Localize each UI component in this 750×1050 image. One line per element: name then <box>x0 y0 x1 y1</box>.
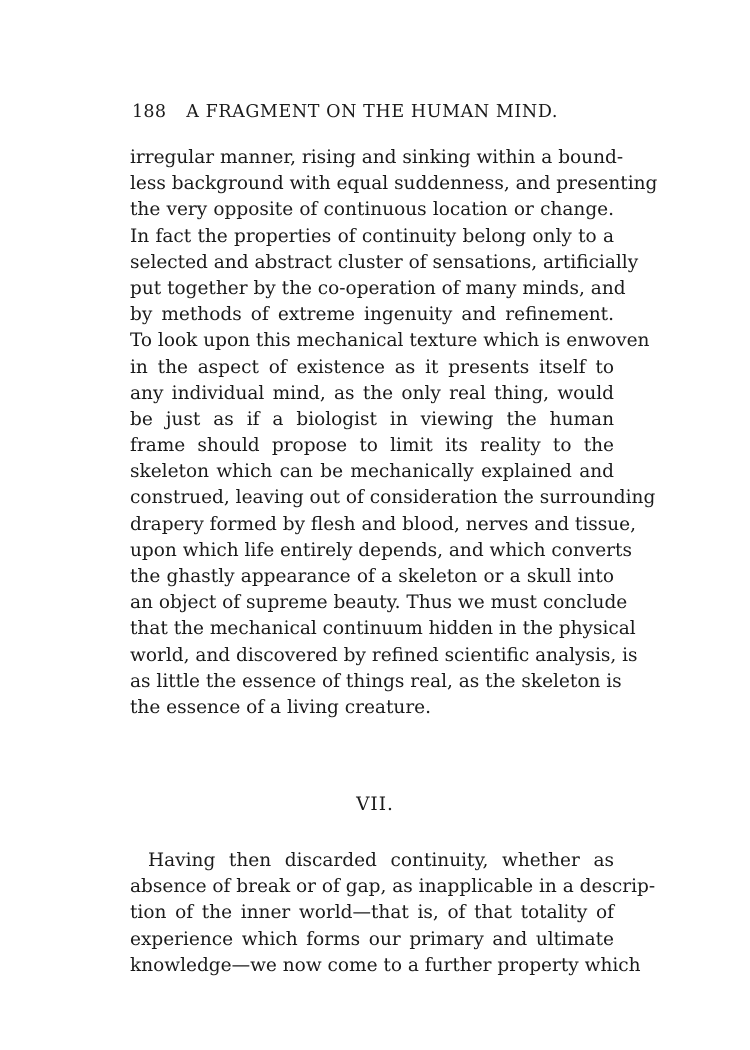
text-line: Having then discarded continuity, whether as <box>148 850 614 871</box>
text-line: upon which life entirely depends, and which converts <box>130 539 632 561</box>
text-line: as little the essence of things real, as the skeleton is <box>130 670 622 692</box>
text-line: that the mechanical continuum hidden in the physical <box>130 618 636 640</box>
text-line: put together by the co-operation of many minds, and <box>130 277 626 299</box>
text-line: drapery formed by flesh and blood, nerves and tissue, <box>130 513 637 535</box>
text-line: absence of break or of gap, as inapplicable in a descrip- <box>130 876 656 898</box>
text-line: by methods of extreme ingenuity and refinement. <box>130 304 614 326</box>
text-line: frame should propose to limit its reality to the <box>130 435 614 457</box>
paragraph-continuation <box>130 145 658 721</box>
text-line: the ghastly appearance of a skeleton or a skull into <box>130 566 614 587</box>
text-line: construed, leaving out of consideration the surrounding <box>130 487 656 509</box>
text-line: any individual mind, as the only real thing, would <box>130 382 614 404</box>
page-number: 188 <box>132 102 167 122</box>
text-line: experience which forms our primary and ultimate <box>130 928 614 950</box>
text-line: in the aspect of existence as it presents itself to <box>130 356 614 378</box>
text-line: the essence of a living creature. <box>130 696 431 718</box>
text-line: the very opposite of continuous location or change. <box>130 199 614 221</box>
text-line: knowledge—we now come to a further property which <box>130 954 641 976</box>
text-line: world, and discovered by refined scientific analysis, is <box>130 644 638 666</box>
running-head <box>132 102 572 122</box>
text-line: To look upon this mechanical texture which is enwoven <box>130 330 650 352</box>
text-line: tion of the inner world—that is, of that totality of <box>130 902 614 924</box>
running-title: A FRAGMENT ON THE HUMAN MIND. <box>186 102 559 122</box>
paragraph-section-start <box>130 848 656 979</box>
text-line: In fact the properties of continuity belong only to a <box>130 225 614 247</box>
text-line: an object of supreme beauty. Thus we must conclude <box>130 592 628 614</box>
text-line: irregular manner, rising and sinking within a bound- <box>130 147 624 168</box>
text-line: skeleton which can be mechanically explained and <box>130 461 614 483</box>
text-line: less background with equal suddenness, and presenting <box>130 173 658 195</box>
section-heading: VII. <box>356 794 394 815</box>
text-line: be just as if a biologist in viewing the human <box>130 408 614 430</box>
text-line: selected and abstract cluster of sensations, artificially <box>130 251 639 273</box>
